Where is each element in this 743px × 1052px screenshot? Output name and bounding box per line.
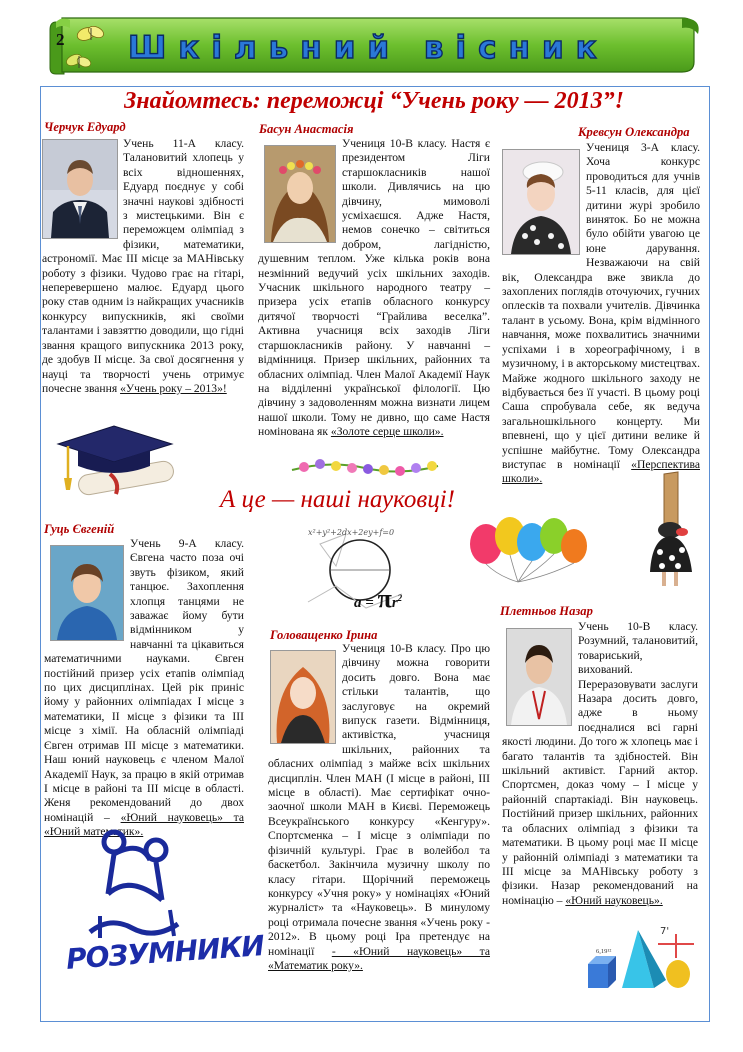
flower-border	[290, 452, 440, 482]
scientist-bio	[268, 642, 490, 973]
student-photo	[270, 650, 336, 744]
scientist-bio	[502, 620, 698, 908]
graduation-cap-icon	[50, 420, 180, 498]
winner-bio-text: Учениця 10-В класу. Настя є президентом Ліги старшокласників нашої школи. Дивлячись на цю дівчину, мимоволі усміхаєшся. Адже Настя, немов сонечко – світиться добром, лагідністю, душевним теплом. Уже кілька років вона незмінний ведучий усіх шкільних заходів. Учасник шкільного народного театру – призера усіх етапів обласного конкурсу дитячої творчості “Грайлива веселка”. Активна учасниця всіх заходів Ліги старшокласників району. У навчанні – відмінниця. Призер шкільних, районних та обласних олімпіад. Член Малої Академії Наук на відділенні української філології. Цю дівчину з задоволенням можна визнати лицем нашої школи. Тому не дивно, що саме Настя номінована як	[258, 137, 490, 439]
scientist-bio-text: Учень 10-В класу. Розумний, талановитий, товариський, вихований. Переразовувати заслуги Назара досить довго, адже в ньому поєдналися всі гарні якості людини. До того ж хлопець має і багато талантів та здібностей. Він шкільний активіст. Гарний актор. Спортсмен, доказ чому – І місце у районній спартакіаді. Він науковець. Постійний призер шкільних, районних та обласних олімпіад з фізики та математики. В цьому році має ІІ місце у районній олімпіаді з математики та ІІІ місце за МАНівську роботу з фізики. Назар рекомендований на номінацію –	[502, 620, 698, 907]
student-photo	[50, 545, 124, 641]
page-number: 2	[56, 30, 65, 49]
balloons-icon	[458, 512, 598, 586]
scientist-bio	[44, 537, 244, 840]
winner-bio-text: Учень 11-А класу. Талановитий хлопець у всіх відношеннях, Едуард поєднує у собі значні наукові здібності з мистецькими. Він є переможцем олімпіад з фізики, математики, астрономії. Має ІІІ місце за МАНівську роботу з фізики. Чудово грає на гітарі, неперевершено малює. Едуард цього року став одним із найкращих учасників конкурсу випускників, які своїми талантами і завзяттю доводили, що гідні звання кращого випускника 2013 року, де здобув ІІ місце. За свої досягнення у науці та творчості учень отримує почесне звання	[42, 137, 244, 395]
scientist-bio-text: Учениця 10-В класу. Про цю дівчину можна говорити досить довго. Вона має стільки талантів, що заслуговує на окремий випуск газети. Відмінниця, активістка, учасниця шкільних, районних та обласних олімпіад з майже всіх шкільних дисциплін. Член МАН (І місце в районі, ІІІ місце в області). Має сертифікат очно-заочної школи МАН в Києві. Переможець Всеукраїнського конкурсу «Кенгуру». Спортсменка – І місце з олімпіади по фізичній культурі. Грає в волейбол та баскетбол. Закінчила музичну школу по класу гітари. Щорічний переможець конкурсу «Учня року» у номінаціях «Юний журналіст» та «Науковець». В минулому році отримала почесне звання «Учень року - 2012». В цьому році Іра претендує на номінації	[268, 642, 490, 958]
winner-name: Кревсун Олександра	[578, 125, 690, 139]
award-nomination: «Юний науковець».	[565, 893, 663, 907]
logo-text: РОЗУМНИКИ	[65, 929, 265, 976]
award-nomination: «Учень року – 2013»!	[120, 381, 227, 395]
butterflies-icon	[64, 22, 110, 72]
formula-exponent: 2	[397, 593, 403, 603]
winner-bio-text: Учениця 3-А класу. Хоча конкурс проводиться для учнів 5-11 класів, для цієї дитини журі зробило виняток. Бо не можна було обійти увагою це юне дарування. Незважаючи на свій вік, Олександра вже звикла до захоплених поглядів оточуючих, гучних оплесків та похвали учителів. Дівчинка талант в усьому. Вона, крім відмінного навчання, може похвалитись значними успіхами і в хореографічному, і в музичному, і в акторському мистецтвах. Майже жодного шкільного заходу не відбувається без її участі. В цьому році Саша спробувала себе, як ведуча загальношкільного концерту. Ми впевнені, що у цієї дитини велике й успішне майбутнє. Тому Олександра виступає в номінації	[502, 141, 701, 471]
geometry-shapes-icon	[578, 924, 696, 992]
formula-r: r	[391, 595, 398, 611]
winner-bio	[258, 137, 490, 440]
award-nomination: - «Юний науковець» та «Математик року».	[268, 944, 490, 972]
scientist-name: Головащенко Ірина	[270, 628, 378, 642]
student-photo	[506, 628, 572, 726]
award-nomination: «Перспектива школи».	[502, 457, 700, 486]
formula-a: a =	[354, 595, 374, 611]
page-headline: Знайомтесь: переможці “Учень року — 2013”!	[124, 88, 624, 114]
area-formula	[354, 584, 402, 614]
pi-symbol: π	[377, 584, 392, 613]
doll-figure-icon	[638, 468, 700, 592]
geometry-label: 6,19¹²	[596, 948, 612, 955]
student-photo	[264, 145, 336, 243]
math-figure	[306, 524, 416, 616]
winner-name: Басун Анастасія	[259, 122, 354, 136]
winner-bio	[502, 141, 700, 487]
geometry-label: 7'	[660, 926, 670, 937]
award-nomination: «Золоте серце школи».	[330, 425, 444, 439]
scientist-name: Гуць Євгеній	[44, 522, 115, 536]
circle-equation: x²+y²+2dx+2ey+f=0	[308, 528, 395, 537]
student-photo	[42, 139, 118, 239]
student-photo	[502, 149, 580, 255]
scientist-bio-text: Учень 9-А класу. Євгена часто поза очі звуть фізиком, який танцює. Захоплення хлопця танцями не заважає йому бути відмінником у навчанні та цікавиться математичними науками. Євген постійний призер усіх етапів олімпіад по цих дисциплінах. Цей рік приніс йому у районних олімпіадах І місце з математики, ІІ місце з фізики та ІІІ місце з хімії. На обласній олімпіаді Євген отримав ІІІ місце з математики. Наш юний науковець є членом Малої Академії Наук, за працю в якій отримав І місце в районі та ІІІ місце в області. Женя рекомендований до двох номінацій –	[44, 537, 244, 824]
award-nomination: «Юний науковець» та «Юний математик».	[44, 810, 244, 839]
newsletter-title: Шкільний вісник	[128, 30, 609, 66]
winner-bio	[42, 137, 244, 396]
scientists-subheadline: А це — наші науковці!	[220, 486, 455, 513]
scientist-name: Плетньов Назар	[500, 604, 593, 618]
winner-name: Черчук Едуард	[44, 120, 126, 134]
